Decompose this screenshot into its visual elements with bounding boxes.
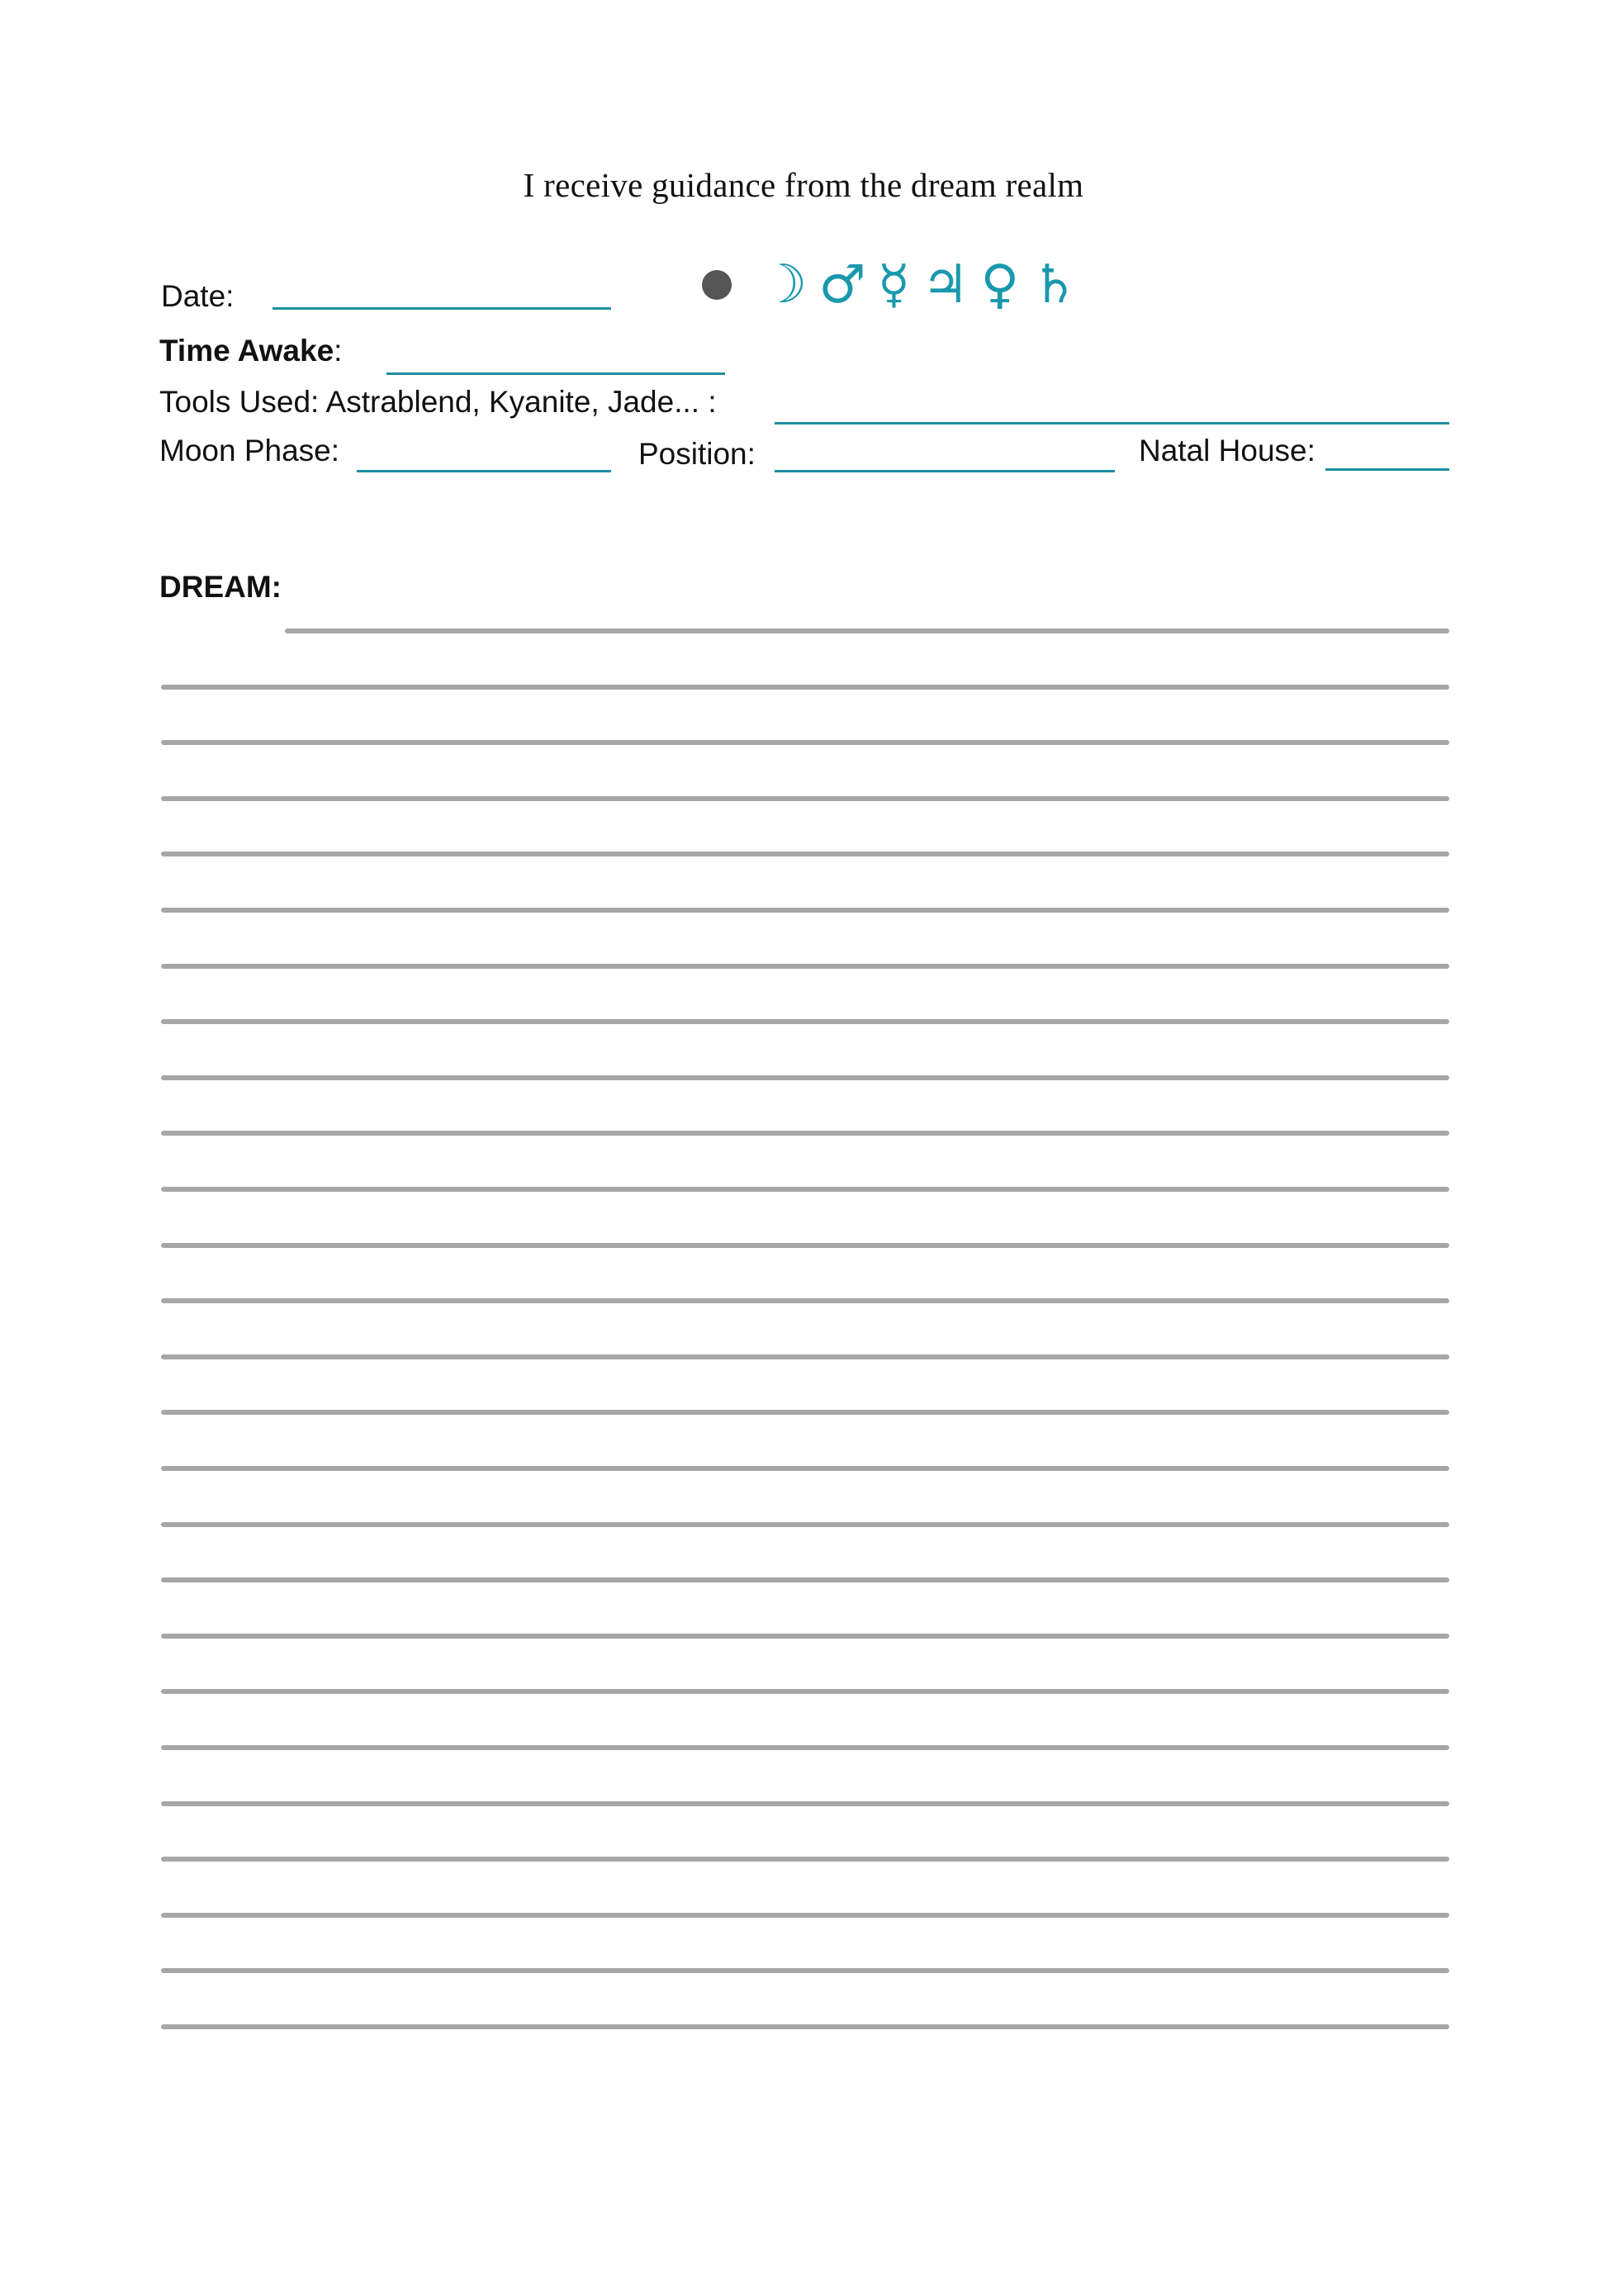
jupiter-icon: ♃	[922, 254, 969, 315]
date-label: Date:	[161, 279, 235, 313]
moon-phase-field[interactable]	[357, 470, 611, 472]
page-title: I receive guidance from the dream realm	[523, 166, 1084, 204]
writing-line	[161, 1522, 1449, 1527]
position-field[interactable]	[775, 470, 1115, 472]
writing-line	[161, 1801, 1449, 1806]
saturn-icon: ♄	[1031, 254, 1078, 315]
date-field[interactable]	[273, 307, 611, 310]
writing-line	[161, 1913, 1449, 1918]
writing-line	[161, 852, 1449, 856]
writing-line	[161, 1131, 1449, 1136]
mars-icon: ♂	[818, 254, 866, 315]
writing-line	[161, 1968, 1449, 1973]
writing-line	[161, 1689, 1449, 1694]
crescent-moon-icon: ☽	[760, 254, 808, 315]
moon-phase-label: Moon Phase:	[159, 434, 340, 467]
writing-line	[161, 964, 1449, 969]
writing-line	[161, 1354, 1449, 1359]
tools-used-field[interactable]	[775, 422, 1449, 425]
time-awake-colon: :	[334, 334, 343, 368]
writing-line	[161, 685, 1449, 690]
writing-line	[161, 1857, 1449, 1862]
writing-line	[161, 1187, 1449, 1192]
writing-line	[161, 1410, 1449, 1415]
tools-used-label: Tools Used: Astrablend, Kyanite, Jade... :	[159, 385, 717, 419]
writing-line	[161, 796, 1449, 801]
writing-line	[161, 740, 1449, 745]
dream-label: DREAM:	[159, 570, 282, 604]
writing-line	[161, 1466, 1449, 1471]
writing-line	[161, 2024, 1449, 2029]
mercury-icon: ☿	[877, 254, 911, 315]
position-label: Position:	[638, 437, 756, 471]
time-awake-label-text: Time Awake	[159, 334, 334, 368]
new-moon-icon	[702, 270, 732, 300]
natal-house-label: Natal House:	[1139, 434, 1315, 467]
writing-line	[161, 908, 1449, 913]
writing-line	[161, 1019, 1449, 1024]
writing-line	[285, 629, 1449, 633]
writing-line	[161, 1577, 1449, 1582]
time-awake-field[interactable]	[386, 372, 725, 375]
writing-line	[161, 1634, 1449, 1639]
venus-icon: ♀	[980, 254, 1020, 315]
writing-line	[161, 1745, 1449, 1750]
planet-symbols	[702, 248, 1090, 322]
writing-line	[161, 1298, 1449, 1303]
natal-house-field[interactable]	[1325, 468, 1449, 471]
writing-line	[161, 1075, 1449, 1080]
time-awake-label	[159, 334, 342, 368]
writing-line	[161, 1243, 1449, 1248]
